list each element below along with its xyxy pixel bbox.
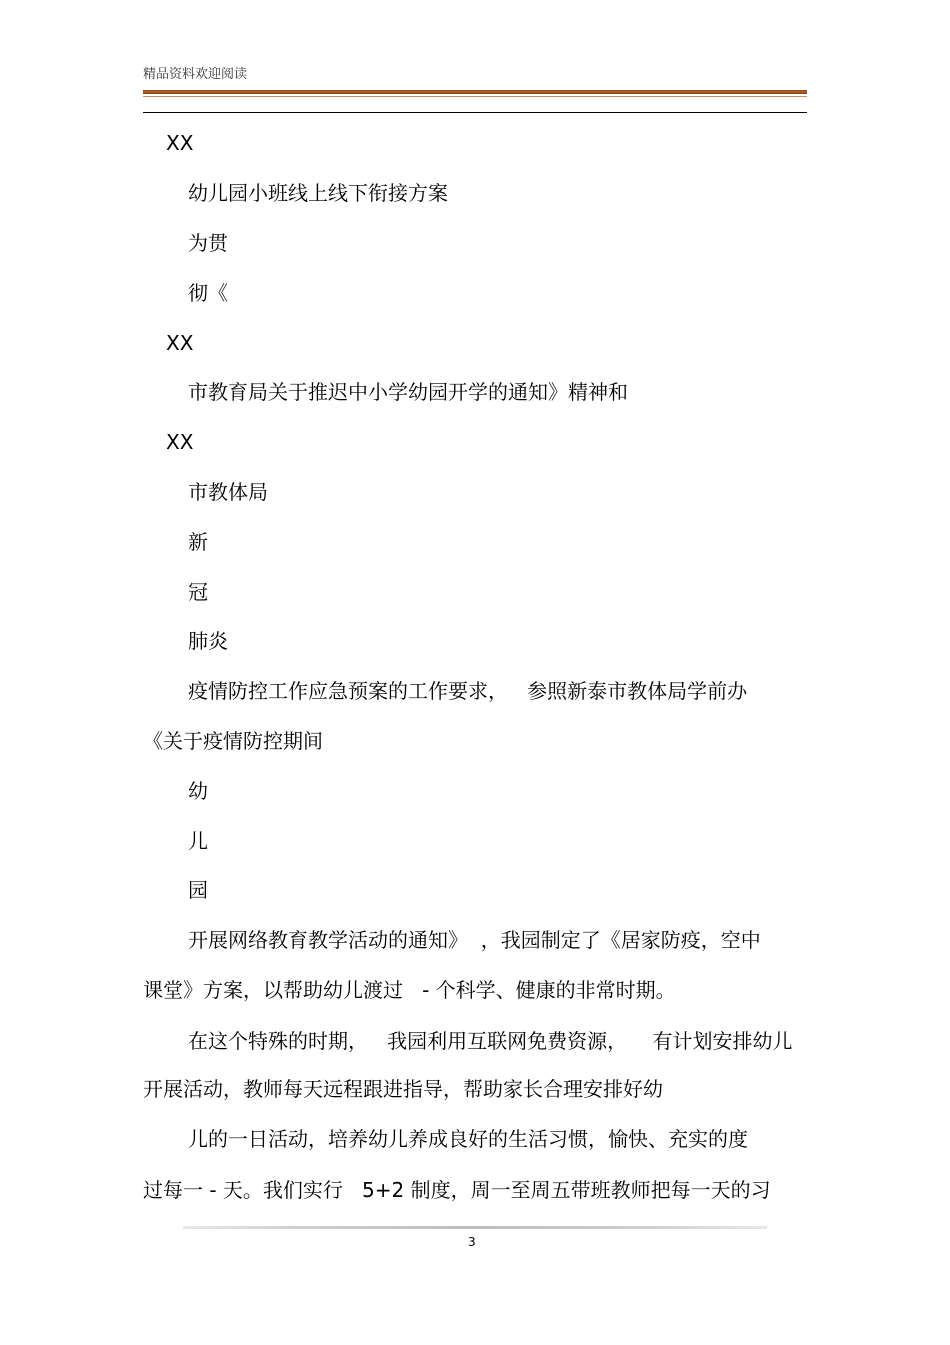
text-line: 疫情防控工作应急预案的工作要求， 参照新泰市教体局学前办 [188, 679, 748, 703]
text-line: 课堂》方案，以帮助幼儿渡过 - 个科学、健康的非常时期。 [143, 978, 676, 1002]
text-line: XX [166, 430, 194, 454]
text-line: 冠 [188, 580, 208, 604]
text-line: 儿的一日活动，培养幼儿养成良好的生活习惯，愉快、充实的度 [188, 1127, 748, 1151]
text-line: 开展活动，教师每天远程跟进指导，帮助家长合理安排好幼 [143, 1077, 663, 1101]
header-title: 精品资料欢迎阅读 [143, 67, 248, 82]
text-line: 在这个特殊的时期， 我园利用互联网免费资源， 有计划安排幼儿 [188, 1029, 793, 1053]
text-line: 市教体局 [188, 480, 268, 504]
text-line: 肺炎 [188, 629, 228, 653]
page-number: 3 [468, 1235, 476, 1249]
document-title: 幼儿园小班线上线下衔接方案 [188, 181, 448, 205]
text-line: 彻《 [188, 281, 228, 305]
text-line: 《关于疫情防控期间 [143, 729, 323, 753]
text-line: 园 [188, 878, 208, 902]
text-line: 为贯 [188, 231, 228, 255]
header-divider-thin [143, 96, 807, 97]
header-divider [143, 90, 807, 94]
text-line: 市教育局关于推迟中小学幼园开学的通知》精神和 [188, 380, 628, 404]
text-line: XX [166, 331, 194, 355]
text-line: 儿 [188, 829, 208, 853]
content-top-rule [143, 112, 807, 113]
text-line: XX [166, 131, 194, 155]
text-line: 开展网络教育教学活动的通知》 ，我园制定了《居家防疫，空中 [188, 928, 761, 952]
footer-divider [183, 1226, 767, 1229]
text-line: 新 [188, 530, 208, 554]
text-line: 幼 [188, 779, 208, 803]
text-line: 过每一 - 天。我们实行 5+2 制度，周一至周五带班教师把每一天的习 [143, 1178, 771, 1202]
